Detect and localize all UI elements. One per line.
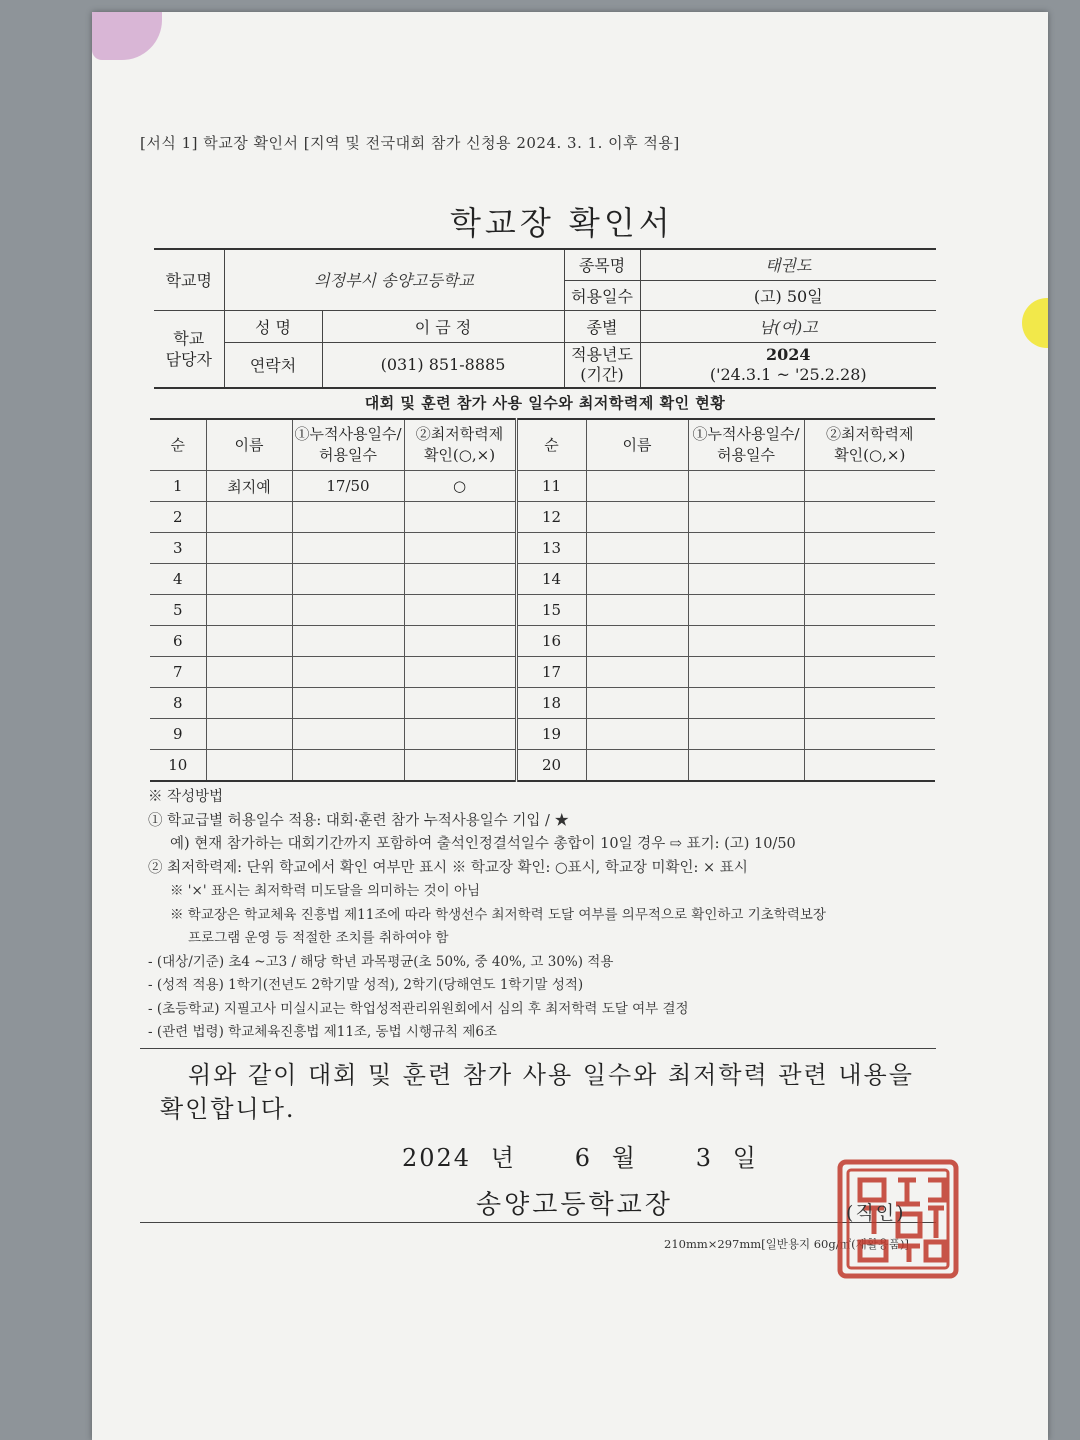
row-no: 9 — [150, 719, 206, 750]
notes-heading: ※ 작성방법 — [148, 789, 224, 805]
row-no: 5 — [150, 595, 206, 626]
table-row — [150, 564, 935, 595]
row-no: 12 — [516, 502, 586, 533]
row-min — [804, 719, 935, 750]
row-name — [586, 595, 688, 626]
section-title: 대회 및 훈련 참가 사용 일수와 최저학력제 확인 현황 — [364, 394, 726, 412]
row-min — [804, 502, 935, 533]
row-days — [688, 719, 804, 750]
row-days — [688, 502, 804, 533]
row-min — [804, 688, 935, 719]
row-no: 17 — [516, 657, 586, 688]
row-days — [688, 657, 804, 688]
date-month: 6 — [574, 1144, 593, 1172]
row-days — [688, 471, 804, 502]
allowed-days-label: 허용일수 — [564, 280, 640, 310]
table-row — [150, 719, 935, 750]
year-cell — [640, 342, 936, 388]
category-value: 남(여)고 — [640, 310, 936, 342]
year-label: 적용년도 (기간) — [564, 342, 640, 388]
row-days — [292, 533, 404, 564]
row-days — [688, 750, 804, 782]
row-name — [206, 502, 292, 533]
row-name: 최지예 — [206, 471, 292, 502]
row-min — [404, 719, 516, 750]
table-row — [150, 533, 935, 564]
roster-table — [150, 418, 935, 782]
divider — [140, 1048, 936, 1049]
contact-label: 연락처 — [224, 342, 322, 388]
row-no: 20 — [516, 750, 586, 782]
school-value: 의정부시 송양고등학교 — [224, 249, 564, 310]
table-row — [150, 471, 935, 502]
row-min — [804, 750, 935, 782]
row-days — [688, 533, 804, 564]
confirm-text: 위와 같이 대회 및 훈련 참가 사용 일수와 최저학력 관련 내용을 확인합니다. — [160, 1061, 914, 1123]
background-object — [1022, 298, 1048, 348]
row-min — [404, 533, 516, 564]
row-no: 14 — [516, 564, 586, 595]
row-no: 7 — [150, 657, 206, 688]
table-row — [150, 502, 935, 533]
header-name: 이름 — [586, 419, 688, 471]
row-no: 8 — [150, 688, 206, 719]
row-no: 1 — [150, 471, 206, 502]
row-no: 15 — [516, 595, 586, 626]
note-2-b: ※ 학교장은 학교체육 진흥법 제11조에 따라 학생선수 최저학력 도달 여부를 의무적으로 확인하고 기초학력보장 — [170, 906, 826, 923]
row-days — [292, 750, 404, 782]
row-min — [404, 750, 516, 782]
row-min — [804, 564, 935, 595]
row-no: 4 — [150, 564, 206, 595]
header-days: ①누적사용일수/ 허용일수 — [292, 419, 404, 471]
row-min: ○ — [404, 471, 516, 502]
row-name — [206, 626, 292, 657]
row-days — [688, 688, 804, 719]
row-days: 17/50 — [292, 471, 404, 502]
seal-label: (직인) — [846, 1202, 906, 1224]
note-2-a: ※ '×' 표시는 최저학력 미도달을 의미하는 것이 아님 — [170, 883, 481, 899]
header-days: ①누적사용일수/ 허용일수 — [688, 419, 804, 471]
row-name — [206, 595, 292, 626]
principal-name: 송양고등학교장 — [476, 1190, 673, 1220]
header-no: 순 — [150, 419, 206, 471]
table-row — [150, 595, 935, 626]
row-no: 18 — [516, 688, 586, 719]
event-value: 태권도 — [640, 249, 936, 280]
row-name — [586, 502, 688, 533]
row-days — [292, 688, 404, 719]
row-name — [586, 564, 688, 595]
note-dash-1: - (대상/기준) 초4 ~고3 / 해당 학년 과목평균(초 50%, 중 40%, 고 30%) 적용 — [148, 953, 614, 970]
row-days — [688, 564, 804, 595]
event-label: 종목명 — [564, 249, 640, 280]
row-name — [586, 719, 688, 750]
row-no: 16 — [516, 626, 586, 657]
row-name — [206, 688, 292, 719]
row-no: 6 — [150, 626, 206, 657]
row-min — [404, 688, 516, 719]
row-name — [206, 564, 292, 595]
date-day: 3 — [695, 1144, 714, 1172]
table-row — [150, 657, 935, 688]
note-dash-2: - (성적 적용) 1학기(전년도 2학기말 성적), 2학기(당해연도 1학기말 성적) — [148, 977, 584, 993]
notes — [148, 786, 948, 1045]
row-min — [804, 533, 935, 564]
roster-header-row — [150, 419, 935, 471]
document-title: 학교장 확인서 — [450, 204, 674, 242]
row-min — [804, 626, 935, 657]
row-days — [292, 657, 404, 688]
row-min — [804, 471, 935, 502]
row-no: 3 — [150, 533, 206, 564]
contact-value: (031) 851-8885 — [322, 342, 564, 388]
row-name — [586, 471, 688, 502]
row-min — [404, 595, 516, 626]
background-object — [92, 12, 162, 60]
divider — [140, 1222, 936, 1223]
date-year: 2024 — [402, 1144, 472, 1172]
row-min — [404, 564, 516, 595]
issue-date — [402, 1138, 758, 1173]
row-name — [586, 533, 688, 564]
row-no: 2 — [150, 502, 206, 533]
row-days — [292, 595, 404, 626]
row-min — [804, 657, 935, 688]
row-days — [688, 595, 804, 626]
row-name — [206, 533, 292, 564]
row-name — [586, 688, 688, 719]
header-min: ②최저학력제 확인(○,×) — [404, 419, 516, 471]
table-row — [150, 626, 935, 657]
row-days — [688, 626, 804, 657]
row-min — [404, 657, 516, 688]
header-name: 이름 — [206, 419, 292, 471]
year-value: 2024 — [765, 344, 811, 364]
row-days — [292, 502, 404, 533]
note-2: ② 최저학력제: 단위 학교에서 확인 여부만 표시 ※ 학교장 확인: ○표시, 학교장 미확인: × 표시 — [148, 859, 748, 876]
table-row — [150, 750, 935, 782]
allowed-days-value: (고) 50일 — [640, 280, 936, 310]
row-name — [586, 750, 688, 782]
row-days — [292, 564, 404, 595]
table-row — [150, 688, 935, 719]
date-day-unit: 일 — [732, 1144, 758, 1172]
date-month-unit: 월 — [611, 1144, 637, 1172]
row-days — [292, 719, 404, 750]
row-no: 10 — [150, 750, 206, 782]
note-dash-3: - (초등학교) 지필고사 미실시교는 학업성적관리위원회에서 심의 후 최저학력 도달 여부 결정 — [148, 1000, 689, 1017]
row-min — [404, 502, 516, 533]
note-dash-4: - (관련 법령) 학교체육진흥법 제11조, 동법 시행규칙 제6조 — [148, 1024, 498, 1040]
school-label: 학교명 — [154, 249, 224, 310]
note-2-b2: 프로그램 운영 등 적절한 조치를 취하여야 함 — [188, 930, 449, 946]
name-value: 이 금 정 — [322, 310, 564, 342]
row-name — [586, 657, 688, 688]
info-table — [154, 248, 936, 389]
form-header: [서식 1] 학교장 확인서 [지역 및 전국대회 참가 신청용 2024. 3. 1. 이후 적용] — [140, 134, 680, 152]
row-days — [292, 626, 404, 657]
row-no: 13 — [516, 533, 586, 564]
row-min — [404, 626, 516, 657]
row-name — [206, 719, 292, 750]
note-1: ① 학교급별 허용일수 적용: 대회·훈련 참가 누적사용일수 기입 / ★ — [148, 812, 570, 829]
date-year-unit: 년 — [490, 1144, 516, 1172]
row-no: 19 — [516, 719, 586, 750]
row-name — [206, 657, 292, 688]
name-label: 성 명 — [224, 310, 322, 342]
header-no: 순 — [516, 419, 586, 471]
paper-spec: 210mm×297mm[일반용지 60g/㎡(재활용품)] — [664, 1237, 909, 1251]
row-min — [804, 595, 935, 626]
note-1-example: 예) 현재 참가하는 대회기간까지 포함하여 출석인정결석일수 총합이 10일 경우 ⇨ 표기: (고) 10/50 — [170, 836, 796, 852]
row-no: 11 — [516, 471, 586, 502]
header-min: ②최저학력제 확인(○,×) — [804, 419, 935, 471]
period-value: ('24.3.1 ~ '25.2.28) — [709, 364, 867, 384]
manager-label: 학교 담당자 — [154, 310, 224, 388]
row-name — [586, 626, 688, 657]
row-name — [206, 750, 292, 782]
category-label: 종별 — [564, 310, 640, 342]
